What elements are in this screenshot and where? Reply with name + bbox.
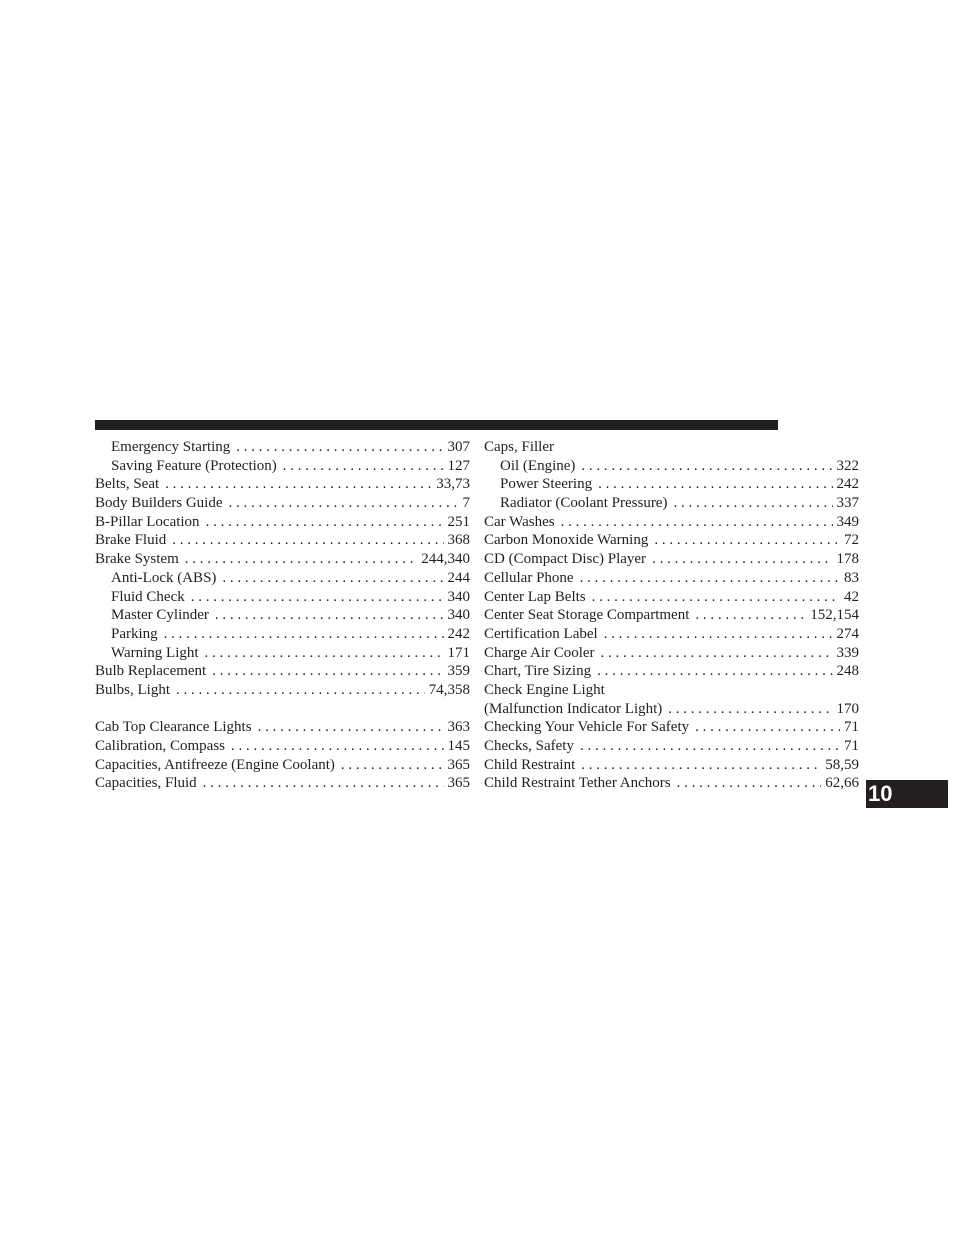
leader-dots — [212, 662, 443, 681]
entry-page-number: 274 — [836, 625, 859, 642]
entry-page-number: 71 — [844, 719, 859, 736]
entry-label: Cellular Phone — [484, 569, 574, 586]
leader-dots — [283, 457, 444, 476]
index-entry — [95, 756, 470, 775]
leader-dots — [206, 513, 444, 532]
entry-label: Warning Light — [111, 644, 199, 661]
index-entry — [484, 644, 859, 663]
entry-page-number: 248 — [836, 663, 859, 680]
entry-page-number: 171 — [447, 644, 470, 661]
index-entry — [95, 569, 470, 588]
leader-dots — [598, 475, 832, 494]
index-entry — [484, 588, 859, 607]
entry-page-number: 83 — [844, 569, 859, 586]
index-entry — [95, 774, 470, 793]
leader-dots — [203, 774, 444, 793]
leader-dots — [205, 644, 444, 663]
leader-dots — [604, 625, 833, 644]
entry-label: Oil (Engine) — [500, 457, 576, 474]
index-entry — [95, 625, 470, 644]
entry-label: Master Cylinder — [111, 607, 209, 624]
entry-page-number: 127 — [447, 457, 470, 474]
entry-label: Anti-Lock (ABS) — [111, 569, 217, 586]
entry-page-number: 242 — [447, 625, 470, 642]
entry-label: Checking Your Vehicle For Safety — [484, 719, 690, 736]
entry-page-number: 152,154 — [810, 607, 859, 624]
leader-dots — [652, 550, 832, 569]
index-entry — [95, 475, 470, 494]
entry-label: Carbon Monoxide Warning — [484, 532, 649, 549]
leader-dots — [561, 513, 833, 532]
entry-label: (Malfunction Indicator Light) — [484, 700, 663, 717]
leader-dots — [176, 681, 425, 700]
index-entry — [95, 700, 470, 719]
entry-page-number: 72 — [844, 532, 859, 549]
entry-page-number: 365 — [447, 775, 470, 792]
leader-dots — [668, 700, 832, 719]
entry-page-number: 339 — [836, 644, 859, 661]
index-entry — [484, 662, 859, 681]
entry-page-number: 349 — [836, 513, 859, 530]
entry-page-number: 170 — [836, 700, 859, 717]
leader-dots — [222, 569, 443, 588]
index-entry — [484, 438, 859, 457]
entry-label: CD (Compact Disc) Player — [484, 551, 647, 568]
entry-label: Fluid Check — [111, 588, 185, 605]
leader-dots — [677, 774, 822, 793]
index-entry — [95, 588, 470, 607]
entry-label: Center Lap Belts — [484, 588, 586, 605]
leader-dots — [236, 438, 443, 457]
entry-label: Car Washes — [484, 513, 555, 530]
entry-label: Parking — [111, 625, 158, 642]
leader-dots — [191, 588, 444, 607]
leader-dots — [185, 550, 418, 569]
index-entry — [484, 550, 859, 569]
entry-label: Child Restraint Tether Anchors — [484, 775, 671, 792]
entry-label: Emergency Starting — [111, 439, 231, 455]
entry-label: Calibration, Compass — [95, 738, 225, 754]
entry-label: Charge Air Cooler — [484, 644, 595, 661]
entry-page-number: 340 — [447, 588, 470, 605]
leader-dots — [580, 569, 840, 588]
entry-label: Certification Label — [484, 625, 598, 642]
leader-dots — [592, 588, 840, 607]
entry-label: Bulbs, Light — [95, 681, 171, 698]
leader-dots — [341, 756, 444, 775]
index-entry — [484, 513, 859, 532]
entry-label: B-Pillar Location — [95, 513, 200, 530]
index-entry — [484, 625, 859, 644]
entry-page-number: 71 — [844, 738, 859, 754]
chapter-tab: 10 — [866, 780, 948, 808]
index-entry — [484, 718, 859, 737]
entry-label: Bulb Replacement — [95, 663, 207, 680]
entry-page-number: 178 — [836, 551, 859, 568]
leader-dots — [695, 718, 840, 737]
entry-label: Capacities, Fluid — [95, 775, 197, 792]
entry-page-number: 363 — [447, 719, 470, 736]
entry-page-number: 242 — [836, 476, 859, 493]
entry-page-number: 251 — [447, 513, 470, 530]
index-entry — [484, 681, 859, 700]
leader-dots — [231, 737, 444, 756]
entry-label: Center Seat Storage Compartment — [484, 607, 690, 624]
index-entry — [95, 494, 470, 513]
index-entry — [95, 681, 470, 700]
entry-label: Capacities, Antifreeze (Engine Coolant) — [95, 756, 335, 773]
index-entry — [484, 737, 859, 756]
leader-dots — [601, 644, 833, 663]
entry-page-number: 244,340 — [421, 551, 470, 568]
entry-page-number: 33,73 — [436, 476, 470, 493]
leader-dots — [580, 737, 840, 756]
index-entry — [95, 457, 470, 476]
entry-label: Power Steering — [500, 476, 593, 493]
entry-label: Caps, Filler — [484, 439, 554, 455]
entry-page-number: 307 — [447, 439, 470, 455]
index-column-left — [95, 438, 470, 793]
entry-page-number: 7 — [462, 495, 470, 512]
entry-label: Chart, Tire Sizing — [484, 663, 592, 680]
entry-label: Check Engine Light — [484, 681, 605, 698]
leader-dots — [654, 531, 840, 550]
index-entry — [95, 531, 470, 550]
index-entry — [95, 718, 470, 737]
entry-label: Saving Feature (Protection) — [111, 457, 277, 474]
entry-page-number: 244 — [447, 569, 470, 586]
leader-dots — [581, 756, 821, 775]
leader-dots — [695, 606, 806, 625]
entry-page-number: 368 — [447, 532, 470, 549]
index-entry — [95, 662, 470, 681]
entry-label: Belts, Seat — [95, 476, 160, 493]
entry-page-number: 42 — [844, 588, 859, 605]
entry-page-number: 322 — [836, 457, 859, 474]
header-rule — [95, 420, 778, 430]
index-entry — [95, 737, 470, 756]
entry-label: Brake System — [95, 551, 179, 568]
index-entry — [95, 438, 470, 457]
entry-page-number: 145 — [447, 738, 470, 754]
entry-page-number: 74,358 — [428, 681, 470, 698]
entry-label: Child Restraint — [484, 756, 576, 773]
index-entry — [484, 756, 859, 775]
leader-dots — [597, 662, 832, 681]
entry-page-number: 359 — [447, 663, 470, 680]
entry-label: Cab Top Clearance Lights — [95, 719, 252, 736]
index-entry — [484, 475, 859, 494]
index-entry — [95, 644, 470, 663]
leader-dots — [165, 475, 432, 494]
index-entry — [484, 606, 859, 625]
index-entry — [484, 457, 859, 476]
entry-page-number: 337 — [836, 495, 859, 512]
index-entry — [95, 513, 470, 532]
leader-dots — [258, 718, 444, 737]
leader-dots — [229, 494, 459, 513]
index-entry — [484, 700, 859, 719]
index-entry — [484, 531, 859, 550]
index-entry — [95, 606, 470, 625]
index-entry — [484, 569, 859, 588]
entry-page-number: 340 — [447, 607, 470, 624]
entry-label: Radiator (Coolant Pressure) — [500, 495, 668, 512]
leader-dots — [581, 457, 832, 476]
entry-label: Brake Fluid — [95, 532, 167, 549]
entry-page-number: 58,59 — [825, 756, 859, 773]
leader-dots — [164, 625, 444, 644]
index-column-right — [484, 438, 859, 793]
entry-label: Body Builders Guide — [95, 495, 223, 512]
index-entry — [484, 774, 859, 793]
entry-page-number: 62,66 — [825, 775, 859, 792]
index-entry — [95, 550, 470, 569]
entry-page-number: 365 — [447, 756, 470, 773]
leader-dots — [172, 531, 443, 550]
index-entry — [484, 494, 859, 513]
leader-dots — [215, 606, 444, 625]
leader-dots — [673, 494, 832, 513]
entry-label: Checks, Safety — [484, 738, 574, 754]
